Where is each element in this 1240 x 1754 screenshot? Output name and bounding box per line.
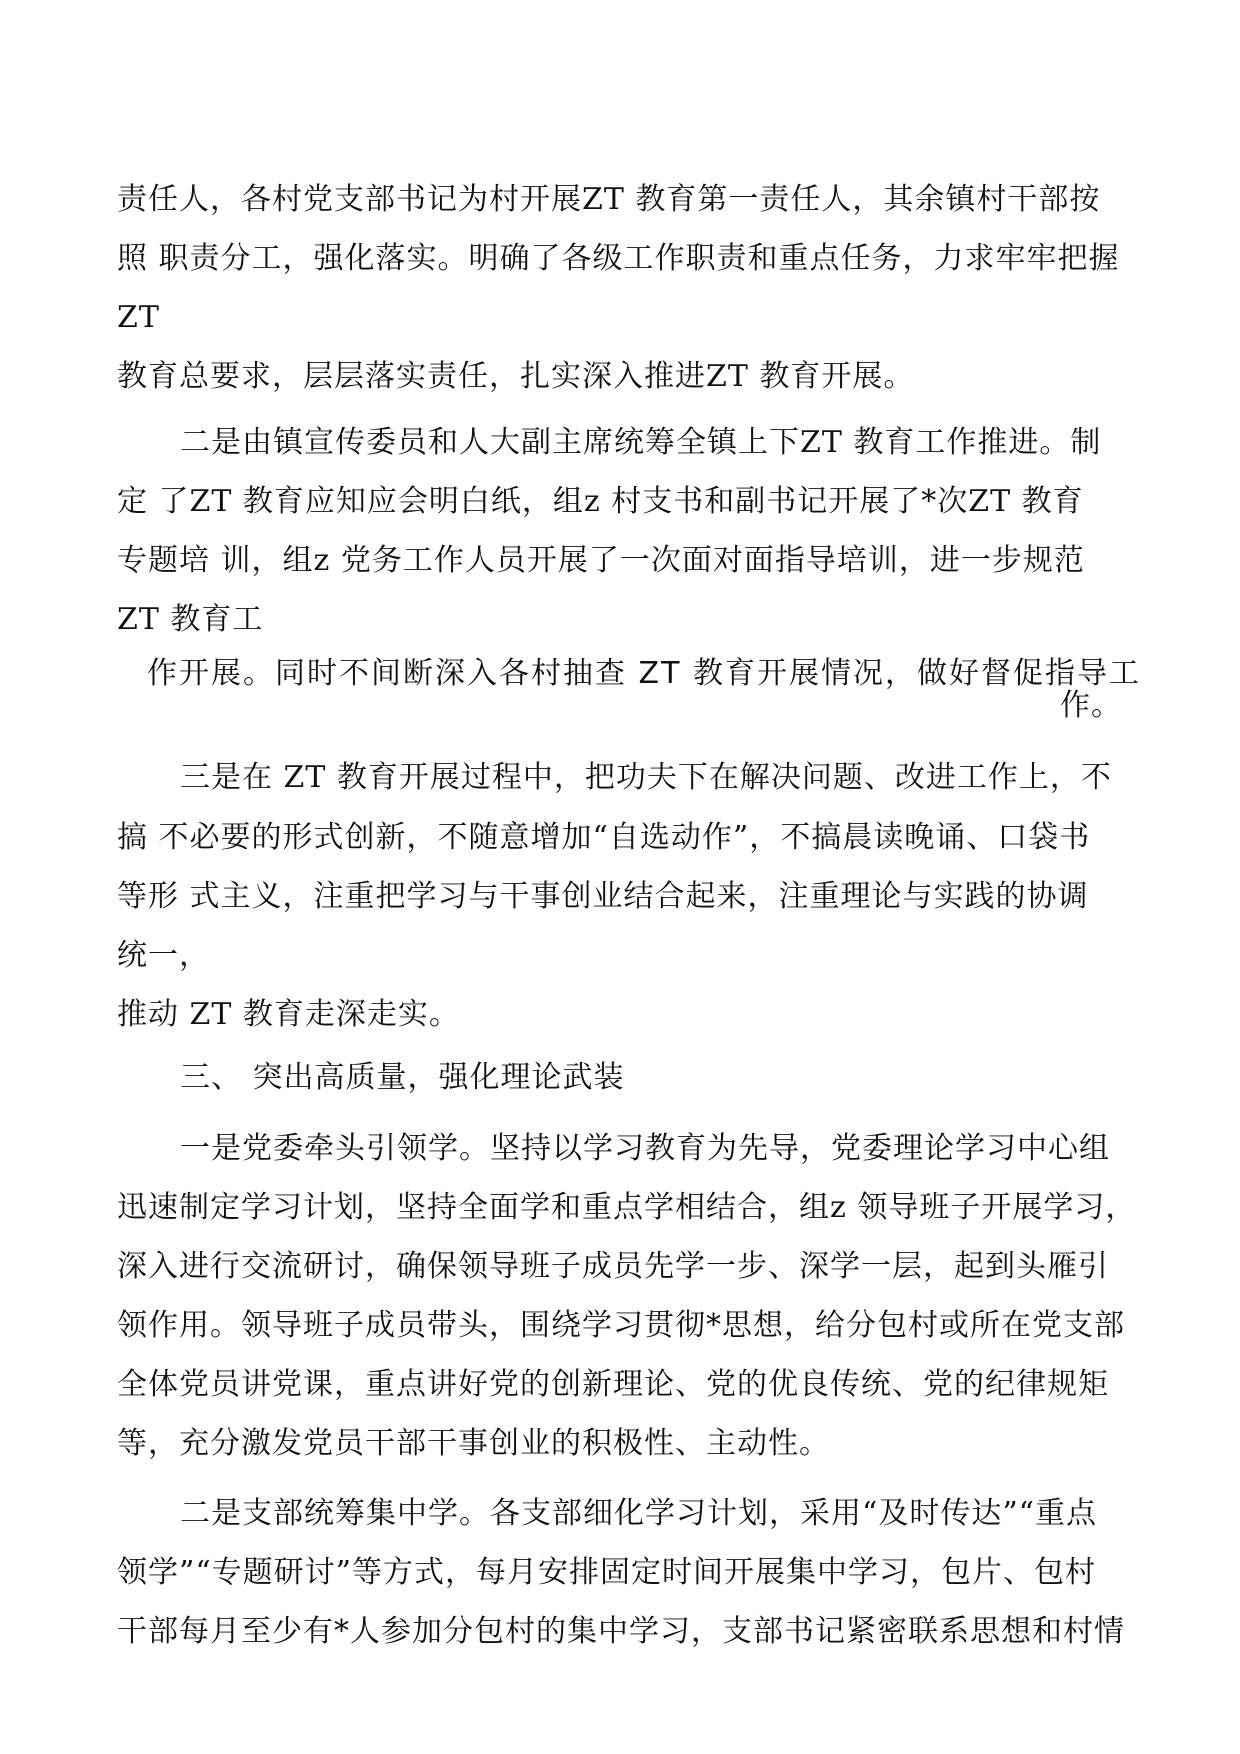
text-line: 推动 ZT 教育走深走实。 [117,997,460,1032]
text-line: 领作用。领导班子成员带头，围绕学习贯彻*思想，给分包村或所在党支部 [117,1308,1125,1343]
text-line: 等形 式主义，注重把学习与干事创业结合起来，注重理论与实践的协调 [117,879,1089,914]
paragraph-first-line: 三是在 ZT 教育开展过程中，把功夫下在解决问题、改进工作上，不 [180,760,1112,795]
paragraph-first-line: 一是党委牵头引领学。坚持以学习教育为先导，党委理论学习中心组 [180,1131,1110,1166]
text-line: 深入进行交流研讨，确保领导班子成员先学一步、深学一层，起到头雁引 [117,1249,1109,1284]
text-line: 作开展。同时不间断深入各村抽查 ZT 教育开展情况，做好督促指导工 [147,656,1141,691]
text-line: 定 了ZT 教育应知应会明白纸，组z 村支书和副书记开展了*次ZT 教育 [117,484,1084,519]
text-line: ZT 教育工 [117,602,264,637]
text-line: 责任人，各村党支部书记为村开展ZT 教育第一责任人，其余镇村干部按 [117,182,1101,217]
text-line: 统一， [117,938,210,973]
text-line: 领学”“专题研讨”等方式，每月安排固定时间开展集中学习，包片、包村 [117,1555,1097,1590]
text-line: 等，充分激发党员干部干事创业的积极性、主动性。 [117,1426,830,1461]
text-line: 教育总要求，层层落实责任，扎实深入推进ZT 教育开展。 [117,359,915,394]
text-line: 迅速制定学习计划，坚持全面学和重点学相结合，组z 领导班子开展学习， [117,1190,1137,1225]
text-line: 干部每月至少有*人参加分包村的集中学习，支部书记紧密联系思想和村情 [117,1614,1125,1649]
text-line: 照 职责分工，强化落实。明确了各级工作职责和重点任务，力求牢牢把握 [117,241,1120,276]
paragraph-first-line: 二是由镇宣传委员和人大副主席统筹全镇上下ZT 教育工作推进。制 [180,425,1102,460]
text-line: 全体党员讲党课，重点讲好党的创新理论、党的优良传统、党的纪律规矩 [117,1367,1109,1402]
text-line: 搞 不必要的形式创新，不随意增加“自选动作”，不搞晨读晚诵、口袋书 [117,820,1091,855]
text-line: ZT [117,300,160,335]
section-heading: 三、 突出高质量，强化理论武装 [180,1060,625,1095]
paragraph-first-line: 二是支部统筹集中学。各支部细化学习计划，采用“及时传达”“重点 [180,1496,1098,1531]
text-line: 专题培 训，组z 党务工作人员开展了一次面对面指导培训，进一步规范 [117,543,1085,578]
text-line: 作。 [1060,688,1122,723]
